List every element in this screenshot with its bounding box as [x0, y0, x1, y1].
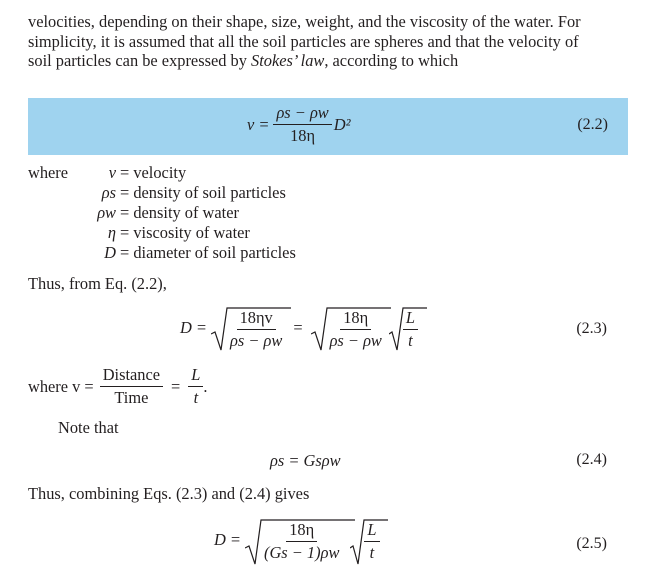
eq24-number: (2.4) — [576, 451, 607, 468]
equation-2-2-highlight — [28, 98, 628, 155]
definition-row — [28, 223, 296, 243]
definition-symbol: D — [104, 243, 116, 262]
where-label: where — [28, 163, 69, 182]
eq23-radical-2 — [311, 306, 385, 350]
eq25-numerator-2: L — [364, 521, 379, 542]
velocity-definition — [28, 366, 208, 407]
eq23-number: (2.3) — [576, 320, 607, 337]
stokes-law-emphasis: Stokes’ law — [251, 51, 325, 70]
intro-line-1: velocities, depending on their shape, size, weight, and the viscosity of the water. For — [28, 12, 581, 31]
definition-text: = density of soil particles — [120, 183, 286, 202]
velocity-equals: = — [171, 376, 181, 396]
definition-row — [28, 203, 296, 223]
eq22-number: (2.2) — [577, 116, 608, 133]
eq25-denominator-1: (Gs − 1)ρw — [264, 543, 340, 562]
equation-2-3 — [180, 306, 418, 350]
eq23-equals: = — [293, 318, 303, 337]
definition-text: = viscosity of water — [120, 223, 250, 242]
eq25-denominator-2: t — [369, 543, 375, 562]
velocity-numerator-2: L — [188, 366, 203, 387]
velocity-lead: where v = — [28, 376, 94, 396]
eq23-denominator-3: t — [408, 331, 413, 350]
radical-sign-icon — [211, 306, 291, 354]
intro-line-2: simplicity, it is assumed that all the soil particles are spheres and that the velocity of — [28, 31, 579, 51]
eq22-tail: D² — [333, 114, 351, 134]
equation-2-2 — [247, 104, 351, 145]
radical-sign-icon — [311, 306, 391, 354]
intro-line-3: soil particles can be expressed by Stokes’ law, according to which — [28, 51, 459, 70]
velocity-denominator-2: t — [193, 388, 199, 407]
radical-sign-icon — [350, 518, 388, 568]
eq23-lhs: D = — [180, 318, 207, 337]
velocity-denominator: Time — [114, 388, 149, 407]
definition-row — [28, 183, 296, 203]
velocity-numerator: Distance — [100, 366, 163, 387]
definition-row — [28, 243, 296, 263]
velocity-period: . — [203, 376, 208, 396]
eq25-number: (2.5) — [576, 535, 607, 552]
radical-sign-icon — [245, 518, 355, 568]
eq22-fraction — [273, 104, 331, 145]
eq25-numerator-1: 18η — [286, 521, 317, 542]
eq23-numerator-1: 18ηv — [237, 309, 276, 330]
definition-symbol: η — [107, 223, 116, 242]
eq22-lhs: v = — [247, 114, 270, 134]
eq23-numerator-2: 18η — [340, 309, 371, 330]
eq23-numerator-3: L — [403, 309, 418, 330]
velocity-fraction-2 — [188, 366, 203, 407]
definition-symbol: ρw — [97, 203, 116, 222]
thus-from-text: Thus, from Eq. (2.2), — [28, 274, 167, 293]
eq25-lhs: D = — [214, 530, 241, 549]
radical-sign-icon — [389, 306, 427, 354]
definition-text: = density of water — [120, 203, 239, 222]
note-that-text: Note that — [58, 418, 119, 437]
eq25-radical-2 — [350, 518, 379, 562]
equation-2-5 — [214, 518, 380, 562]
variable-definitions — [28, 163, 296, 263]
intro-paragraph — [28, 12, 633, 71]
definition-row — [28, 163, 296, 183]
eq22-numerator: ρs − ρw — [273, 104, 331, 125]
velocity-fraction-1 — [100, 366, 163, 407]
definition-symbol: v — [108, 163, 116, 182]
definition-symbol: ρs — [101, 183, 116, 202]
eq23-denominator-1: ρs − ρw — [230, 331, 283, 350]
eq23-radical-1 — [211, 306, 285, 350]
definition-text: = diameter of soil particles — [120, 243, 296, 262]
eq25-radical-1 — [245, 518, 342, 562]
definition-text: = velocity — [120, 163, 187, 182]
eq22-denominator: 18η — [290, 126, 316, 145]
combining-text: Thus, combining Eqs. (2.3) and (2.4) gives — [28, 484, 310, 503]
equation-2-4: ρs = Gsρw — [270, 451, 341, 470]
eq23-radical-3 — [389, 306, 418, 350]
eq23-denominator-2: ρs − ρw — [329, 331, 382, 350]
